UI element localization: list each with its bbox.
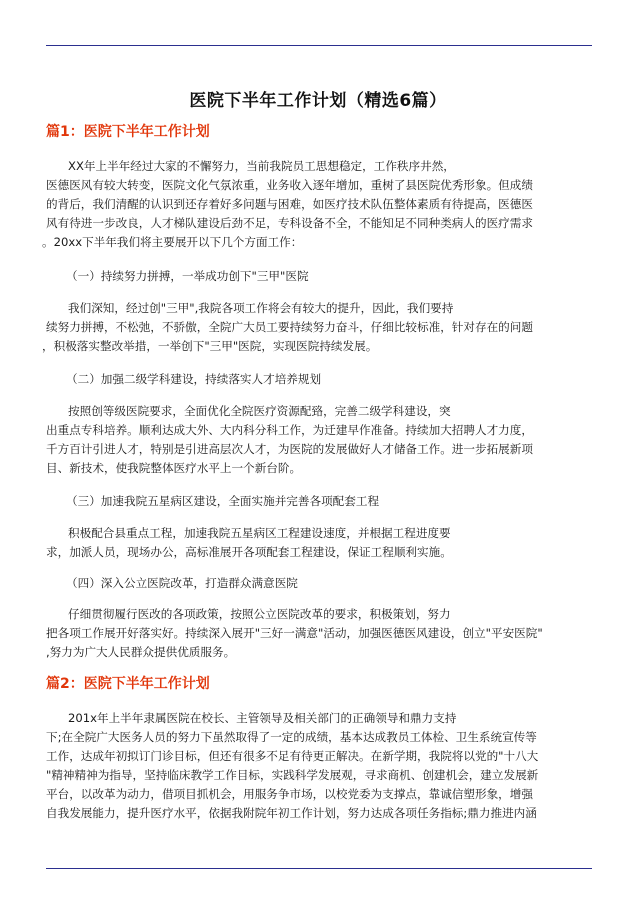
paragraph-line: 风有待进一步改良，人才梯队建设后劲不足，专科设备不全，不能知足不同种类病人的医疗需求: [46, 216, 533, 230]
paragraph-line: 续努力拼搏，不松弛，不骄傲，全院广大员工要持续努力奋斗，仔细比较标准，针对存在的问题: [46, 320, 533, 334]
paragraph-line: 201x年上半年隶属医院在校长、主管领导及相关部门的正确领导和鼎力支持: [68, 711, 457, 725]
paragraph-line: 下;在全院广大医务人员的努力下虽然取得了一定的成绩，基本达成教员工体检、卫生系统宣传等: [46, 730, 537, 744]
paragraph-line: 医德医风有较大转变，医院文化气氛浓重，业务收入逐年增加，重树了县医院优秀形象。但成绩: [46, 178, 533, 192]
paragraph-line: 我们深知，经过创"三甲",我院各项工作将会有较大的提升，因此，我们要持: [68, 301, 454, 315]
paragraph-line: 自我发展能力，提升医疗水平，依据我附院年初工作计划，努力达成各项任务指标;鼎力推进内涵: [46, 806, 537, 820]
paragraph-line: 工作，达成年初拟订门诊目标，但还有很多不足有待更正解决。在新学期，我院将以党的"十八大: [46, 749, 539, 763]
subsection-heading: （三）加速我院五星病区建设，全面实施并完善各项配套工程: [66, 494, 380, 508]
section-heading: 篇2：医院下半年工作计划: [46, 676, 210, 692]
header-rule: [46, 45, 592, 46]
subsection-heading: （四）深入公立医院改革，打造群众满意医院: [66, 576, 298, 590]
paragraph-line: 。20xx下半年我们将主要展开以下几个方面工作：: [42, 235, 303, 249]
paragraph-line: 按照创等级医院要求，全面优化全院医疗资源配臵，完善二级学科建设，突: [68, 404, 451, 418]
paragraph-line: 出重点专科培养。顺利达成大外、大内科分科工作，为迁建早作准备。持续加大招聘人才力度，: [46, 423, 533, 437]
paragraph-line: ，积极落实整改举措，一举创下"三甲"医院，实现医院持续发展。: [42, 339, 378, 353]
document-title: 医院下半年工作计划（精选6篇）: [189, 91, 447, 111]
paragraph-line: 把各项工作展开好落实好。持续深入展开"三好一满意"活动，加强医德医风建设，创立"平安医院": [46, 626, 543, 640]
paragraph-line: ,努力为广大人民群众提供优质服务。: [46, 645, 236, 659]
paragraph-line: 求，加派人员，现场办公，高标准展开各项配套工程建设，保证工程顺利实施。: [46, 545, 452, 559]
paragraph-line: XX年上半年经过大家的不懈努力，当前我院员工思想稳定，工作秩序井然，: [68, 159, 455, 173]
subsection-heading: （二）加强二级学科建设，持续落实人才培养规划: [66, 372, 322, 386]
paragraph-line: 千方百计引进人才，特别是引进高层次人才，为医院的发展做好人才储备工作。进一步拓展新项: [46, 442, 533, 456]
paragraph-line: 的背后，我们清醒的认识到还存着好多问题与困难，如医疗技术队伍整体素质有待提高，医德医: [46, 197, 533, 211]
paragraph-line: 积极配合县重点工程，加速我院五星病区工程建设速度，并根据工程进度要: [68, 526, 451, 540]
footer-rule: [46, 868, 592, 869]
paragraph-line: 目、新技术，使我院整体医疗水平上一个新台阶。: [46, 461, 302, 475]
paragraph-line: 平台，以改革为动力，借项目抓机会，用服务争市场，以校党委为支撑点，靠诚信塑形象，增强: [46, 787, 533, 801]
section-heading: 篇1：医院下半年工作计划: [46, 124, 210, 140]
paragraph-line: 仔细贯彻履行医改的各项政策，按照公立医院改革的要求，积极策划，努力: [68, 607, 451, 621]
paragraph-line: "精神精神为指导，坚持临床教学工作目标，实践科学发展观，寻求商机、创建机会，建立发展新: [46, 768, 539, 782]
subsection-heading: （一）持续努力拼搏，一举成功创下"三甲"医院: [66, 269, 309, 283]
